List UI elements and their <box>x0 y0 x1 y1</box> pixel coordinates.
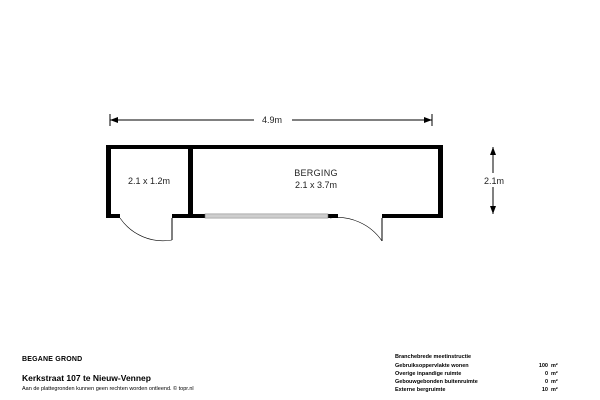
area-unit: m² <box>551 371 558 377</box>
measurement-title: Branchebrede meetinstructie <box>395 354 472 360</box>
width-label: 4.9m <box>261 115 283 125</box>
area-label: Externe bergruimte <box>395 387 446 393</box>
door-berging <box>330 217 382 241</box>
area-row <box>395 386 575 394</box>
height-label: 2.1m <box>483 176 505 186</box>
area-value: 100 <box>538 363 548 369</box>
area-unit: m² <box>551 379 558 385</box>
area-row <box>395 378 575 386</box>
height-dimension <box>476 147 510 214</box>
width-dimension <box>110 113 432 126</box>
area-value: 0 <box>544 379 548 385</box>
area-value: 10 <box>541 387 548 393</box>
area-label: Overige inpandige ruimte <box>395 371 462 377</box>
room-size: 2.1 x 1.2m <box>127 176 171 186</box>
disclaimer: Aan de plattegronden kunnen geen rechten worden ontleend. © topr.nl <box>22 386 194 392</box>
area-unit: m² <box>551 387 558 393</box>
room-berging <box>294 168 338 190</box>
property-address: Kerkstraat 107 te Nieuw-Vennep <box>22 373 151 383</box>
room-small <box>128 176 170 186</box>
area-label: Gebruiksoppervlakte wonen <box>395 363 469 369</box>
area-value: 0 <box>544 371 548 377</box>
room-name: BERGING <box>294 168 338 178</box>
room-size: 2.1 x 3.7m <box>294 180 338 190</box>
area-row <box>395 370 575 378</box>
plan-caption <box>22 356 194 392</box>
area-label: Gebouwgebonden buitenruimte <box>395 379 478 385</box>
door-small-room <box>120 218 172 241</box>
floor-name: BEGANE GROND <box>22 356 83 363</box>
area-row <box>395 362 575 370</box>
area-summary <box>395 354 575 394</box>
area-unit: m² <box>551 363 558 369</box>
